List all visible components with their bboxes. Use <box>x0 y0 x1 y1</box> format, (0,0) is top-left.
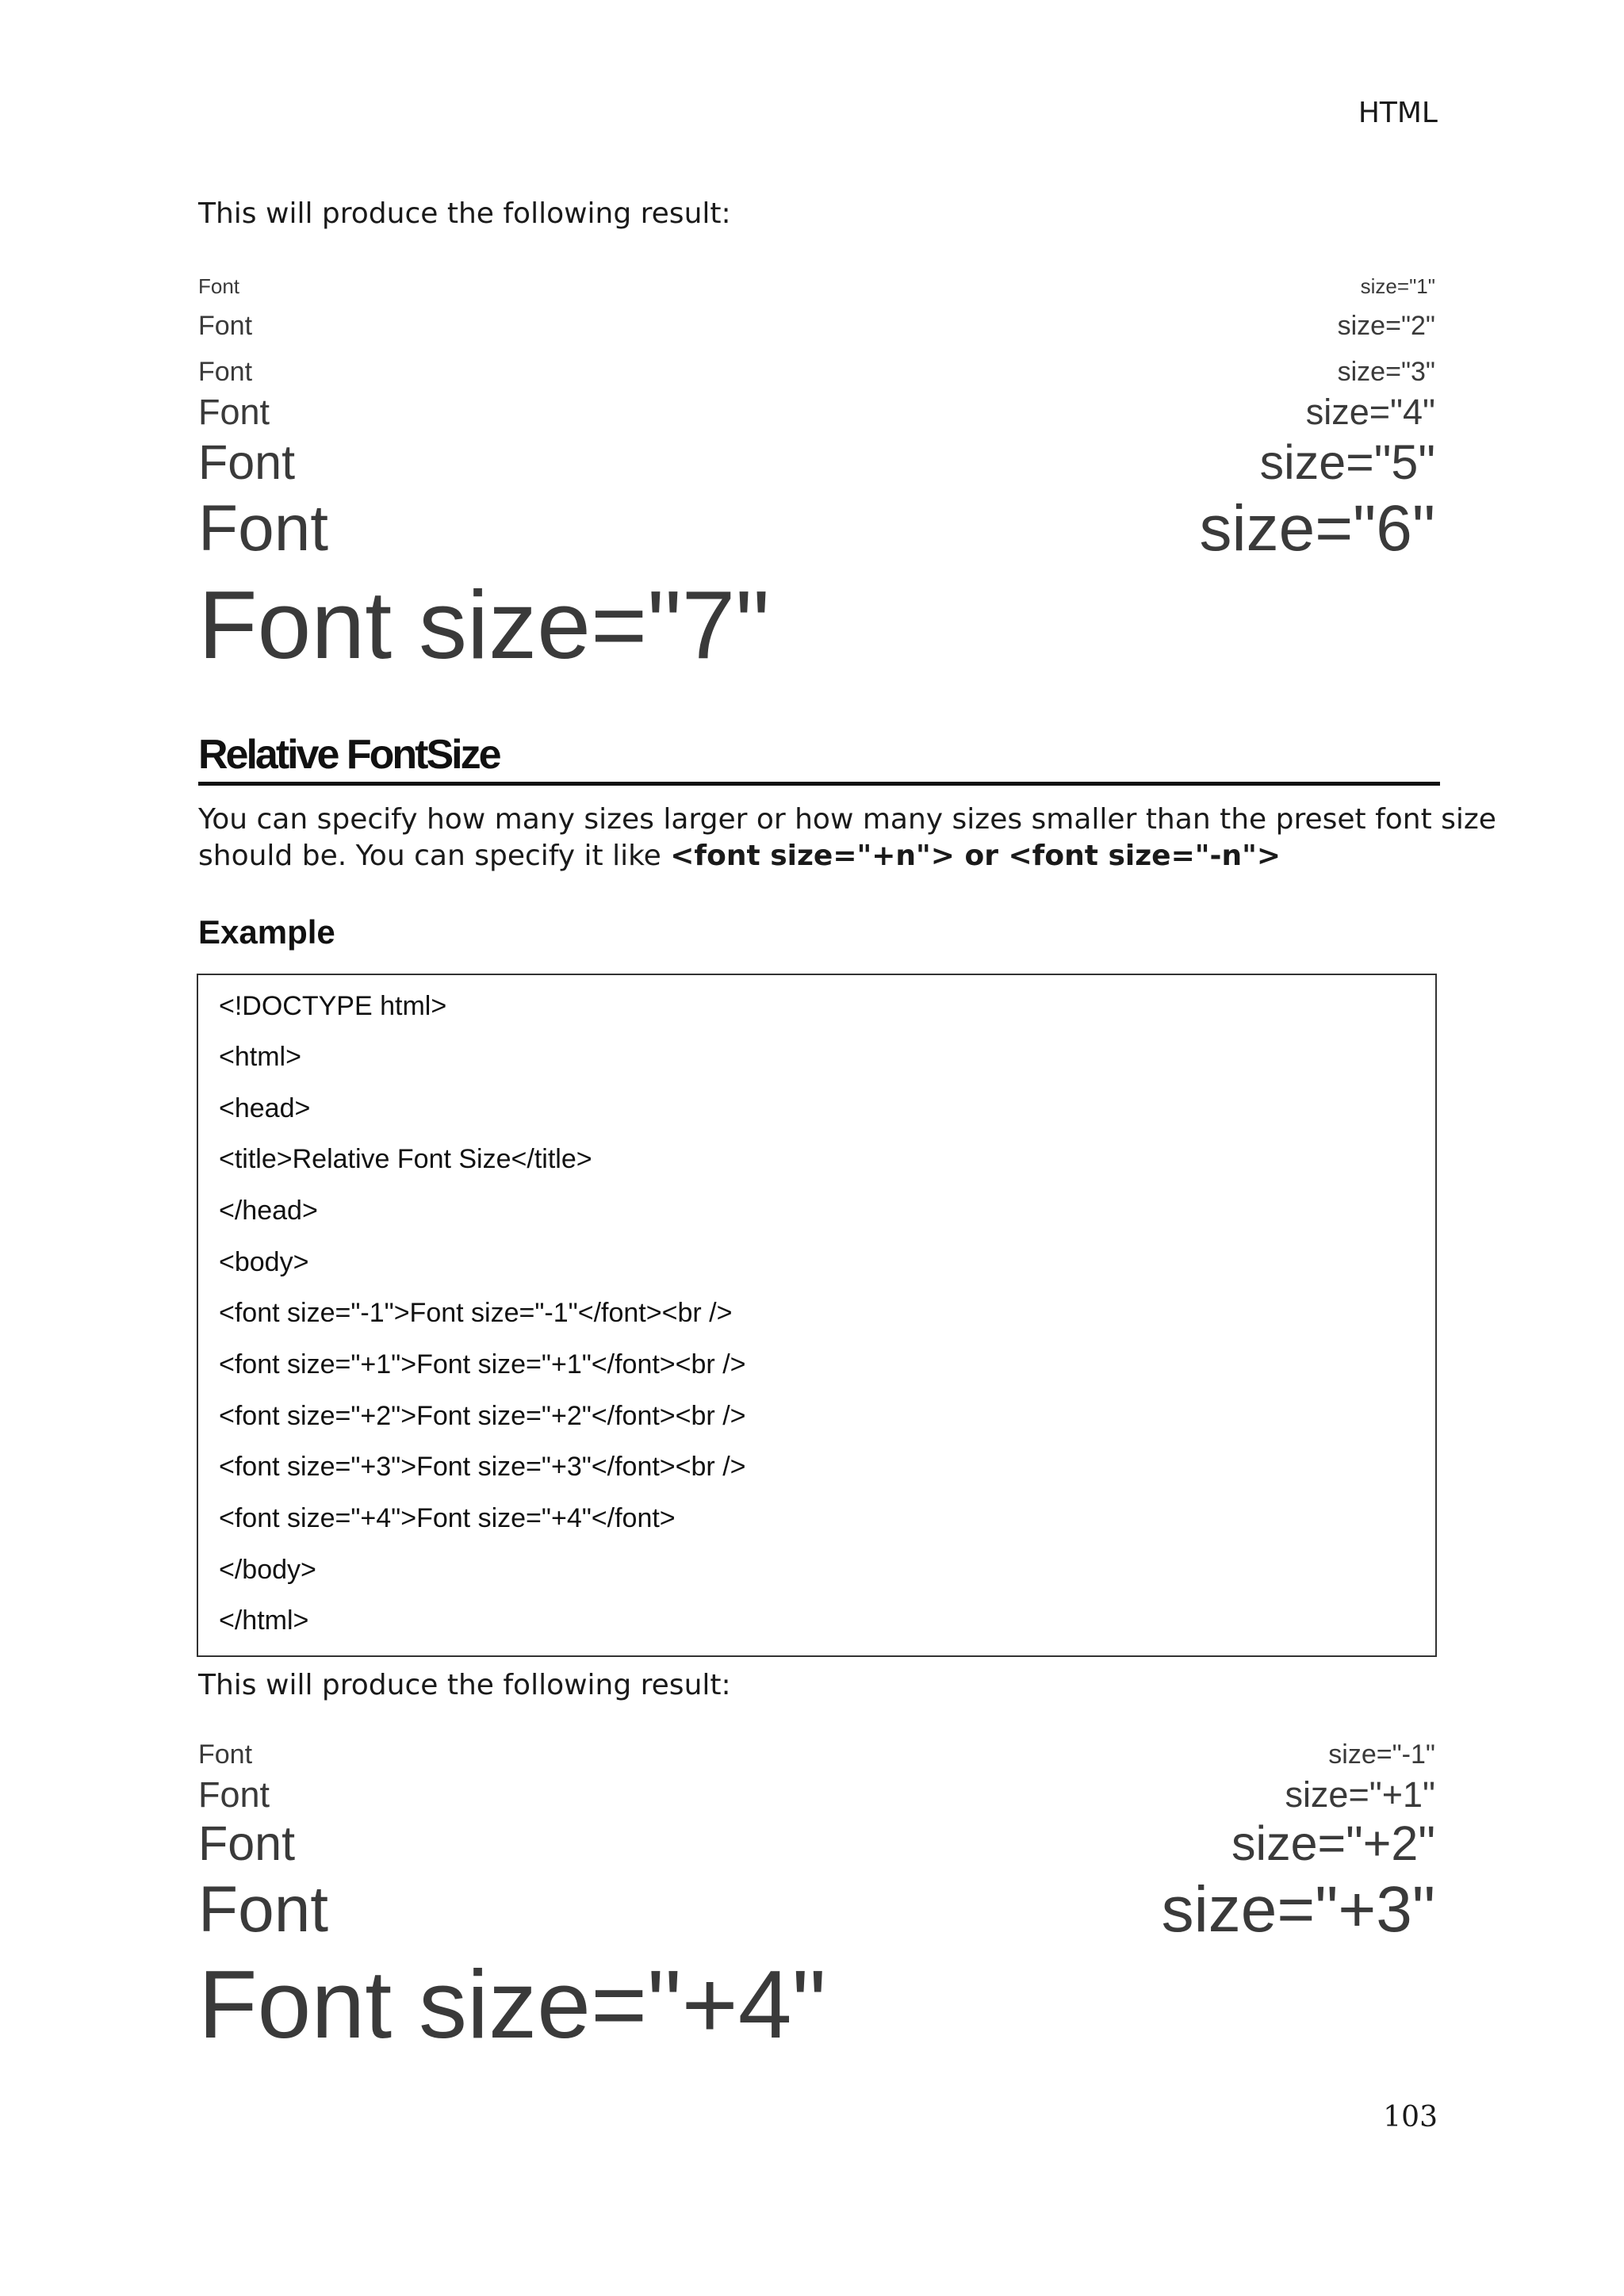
result-row-size-7: Font size="7" <box>198 571 770 679</box>
result-right: size="5" <box>1259 435 1435 489</box>
code-line: <font size="+1">Font size="+1"</font><br /> <box>219 1349 746 1380</box>
section-paragraph-line-1: You can specify how many sizes larger or how many sizes smaller than the preset font size <box>198 803 1496 836</box>
result-left: Font <box>198 1816 296 1870</box>
result-row-size-1 <box>198 274 1435 299</box>
result-left: Font <box>198 311 253 341</box>
result-left: Font <box>198 357 253 387</box>
code-line: <head> <box>219 1093 311 1123</box>
result-left: Font <box>198 435 296 489</box>
result-row-size-plus-4: Font size="+4" <box>198 1950 826 2058</box>
result-right: size="1" <box>1360 274 1435 298</box>
code-line: </head> <box>219 1196 318 1226</box>
result-row-size-6 <box>198 492 1435 566</box>
result-left: Font <box>198 392 270 432</box>
paragraph-text: should be. You can specify it like <box>198 840 671 872</box>
result-right: size="3" <box>1337 357 1435 387</box>
result-left: Font <box>198 492 329 564</box>
code-line: <body> <box>219 1247 309 1277</box>
result-right: size="+1" <box>1285 1774 1435 1815</box>
result-right: size="2" <box>1337 311 1435 341</box>
example-heading: Example <box>198 913 335 951</box>
code-line: <font size="+3">Font size="+3"</font><br /> <box>219 1452 746 1482</box>
running-header: HTML <box>1358 97 1438 129</box>
result-row-size-plus-1 <box>198 1774 1435 1816</box>
result-row-size-minus-1 <box>198 1739 1435 1770</box>
result-row-size-3 <box>198 357 1435 388</box>
result-row-size-5 <box>198 434 1435 490</box>
result-left: Font <box>198 1739 253 1770</box>
code-line: <font size="+4">Font size="+4"</font> <box>219 1503 676 1533</box>
outro-result-text: This will produce the following result: <box>198 1669 731 1701</box>
result-row-size-4 <box>198 392 1435 433</box>
section-heading: Relative FontSize <box>198 728 1440 786</box>
code-line: <font size="-1">Font size="-1"</font><br /> <box>219 1298 733 1328</box>
result-right: size="+3" <box>1161 1873 1435 1946</box>
code-line: <html> <box>219 1042 301 1072</box>
code-example-box <box>197 974 1437 1657</box>
result-left: Font <box>198 274 240 298</box>
result-left: Font <box>198 1873 329 1946</box>
section-paragraph-line-2 <box>198 837 1281 875</box>
result-row-size-plus-3 <box>198 1873 1435 1947</box>
paragraph-code-bold: <font size="+n"> or <font size="-n"> <box>670 840 1281 872</box>
code-line: </html> <box>219 1605 309 1636</box>
result-right: size="+2" <box>1231 1816 1435 1870</box>
result-right: size="4" <box>1305 392 1435 432</box>
result-right: size="-1" <box>1328 1739 1435 1770</box>
result-left: Font <box>198 1774 270 1815</box>
page-number: 103 <box>1383 2101 1438 2133</box>
result-row-size-2 <box>198 311 1435 342</box>
code-line: <font size="+2">Font size="+2"</font><br /> <box>219 1401 746 1431</box>
code-line: <!DOCTYPE html> <box>219 991 447 1021</box>
intro-result-text: This will produce the following result: <box>198 197 731 230</box>
result-right: size="6" <box>1199 492 1435 564</box>
code-line: </body> <box>219 1555 316 1585</box>
result-row-size-plus-2 <box>198 1816 1435 1871</box>
code-line: <title>Relative Font Size</title> <box>219 1144 592 1174</box>
